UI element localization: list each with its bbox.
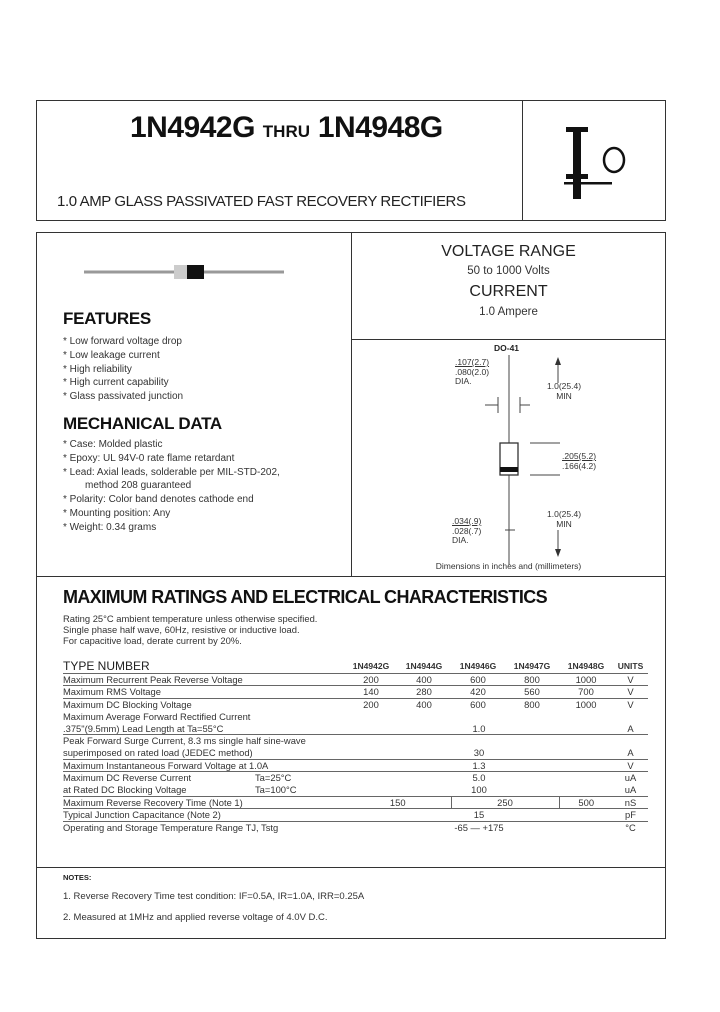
lead-length-dimension-1 xyxy=(547,382,581,401)
table-row xyxy=(63,759,648,772)
lead-dia-dimension xyxy=(455,358,489,387)
table-row xyxy=(63,822,648,834)
characteristics-table xyxy=(63,661,648,834)
cell-value: 1.3 xyxy=(472,759,486,771)
wire-dia-label: DIA. xyxy=(452,535,469,545)
feature-item: * Low leakage current xyxy=(63,349,160,361)
current-label: CURRENT xyxy=(469,283,548,300)
cell-value: 5.0 xyxy=(472,772,486,784)
cell-value: 400 xyxy=(416,699,432,711)
cell-value: 200 xyxy=(363,699,379,711)
param-label: Peak Forward Surge Current, 8.3 ms single half sine-wave xyxy=(63,735,306,747)
cell-unit: V xyxy=(627,686,634,698)
wire-dia-1: .034(.9) xyxy=(452,516,482,526)
features-list xyxy=(63,335,183,404)
subtitle: 1.0 AMP GLASS PASSIVATED FAST RECOVERY RECTIFIERS xyxy=(57,193,466,210)
notes-heading: NOTES: xyxy=(63,873,92,882)
ir-cond-2: Ta=100°C xyxy=(255,784,297,796)
param-label xyxy=(63,784,345,796)
param-label: Maximum RMS Voltage xyxy=(63,686,161,698)
feature-item: * Glass passivated junction xyxy=(63,391,184,403)
part-to: 1N4948G xyxy=(317,111,443,144)
cell-value: 420 xyxy=(470,686,486,698)
cell-value: 1.0 xyxy=(472,722,486,734)
mechanical-item: * Mounting position: Any xyxy=(63,507,171,519)
section-divider xyxy=(36,576,666,577)
voltage-range-value: 50 to 1000 Volts xyxy=(467,265,550,277)
lead-len-2-label: MIN xyxy=(556,518,572,529)
note-2: 2. Measured at 1MHz and applied reverse voltage of 4.0V D.C. xyxy=(63,912,328,923)
wire-dia-dimension xyxy=(452,517,481,546)
column-header: 1N4944G xyxy=(405,661,443,671)
diode-image xyxy=(84,262,284,282)
page-title xyxy=(130,111,443,145)
characteristics-intro xyxy=(63,613,317,646)
voltage-range-label: VOLTAGE RANGE xyxy=(441,243,576,260)
param-label: Maximum Instantaneous Forward Voltage at 1.0A xyxy=(63,759,269,771)
intro-line: Rating 25°C ambient temperature unless otherwise specified. xyxy=(63,613,318,624)
ir-cond-1: Ta=25°C xyxy=(255,772,292,784)
table-row xyxy=(63,784,648,796)
cell-value: 250 xyxy=(451,796,559,809)
cell-value: 100 xyxy=(471,784,487,796)
table-row xyxy=(63,686,648,699)
cell-unit: pF xyxy=(625,809,636,821)
mechanical-item: * Epoxy: UL 94V-0 rate flame retardant xyxy=(63,452,235,464)
lead-dia-2: .080(2.0) xyxy=(455,366,490,377)
lead-len-1: 1.0(25.4) xyxy=(547,381,582,391)
intro-line: For capacitive load, derate current by 20%. xyxy=(63,635,242,646)
table-row xyxy=(63,772,648,784)
cell-value: 500 xyxy=(578,796,595,808)
io-logo xyxy=(540,118,650,208)
lead-len-2: 1.0(25.4) xyxy=(547,509,582,519)
feature-item: * Low forward voltage drop xyxy=(63,336,182,347)
lead-dia-1: .107(2.7) xyxy=(455,357,490,367)
table-row xyxy=(63,747,648,759)
mechanical-item: * Case: Molded plastic xyxy=(63,439,163,450)
cell-value: 800 xyxy=(524,699,540,711)
body-len-1: .205(5.2) xyxy=(562,451,597,461)
feature-item: * High current capability xyxy=(63,377,169,389)
characteristics-heading: MAXIMUM RATINGS AND ELECTRICAL CHARACTERISTICS xyxy=(63,587,548,607)
cell-unit: A xyxy=(627,722,634,734)
package-name: DO-41 xyxy=(494,343,520,353)
column-header: 1N4942G xyxy=(352,661,390,671)
features-heading: FEATURES xyxy=(63,309,151,328)
cell-unit: V xyxy=(627,673,634,685)
column-header: UNITS xyxy=(617,661,644,671)
dimensions-note: Dimensions in inches and (millimeters) xyxy=(435,561,582,571)
param-label: Maximum Recurrent Peak Reverse Voltage xyxy=(63,673,243,685)
column-header: 1N4946G xyxy=(459,661,497,671)
current-value: 1.0 Ampere xyxy=(479,306,538,318)
cell-value: 600 xyxy=(470,699,486,711)
cell-unit: uA xyxy=(624,784,637,796)
param-cond: superimposed on rated load (JEDEC method) xyxy=(63,746,253,758)
thru-label: THRU xyxy=(262,122,310,141)
mechanical-item: * Weight: 0.34 grams xyxy=(63,521,157,533)
part-from: 1N4942G xyxy=(130,111,255,144)
mechanical-item: * Polarity: Color band denotes cathode end xyxy=(63,494,254,506)
cell-value: 1000 xyxy=(575,673,597,685)
lead-len-1-label: MIN xyxy=(556,390,572,401)
mechanical-list xyxy=(63,438,280,535)
note-1: 1. Reverse Recovery Time test condition: IF=0.5A, IR=1.0A, IRR=0.25A xyxy=(63,891,365,902)
param-label: Maximum DC Blocking Voltage xyxy=(63,699,192,711)
cell-unit: V xyxy=(627,699,634,711)
cell-unit: nS xyxy=(624,796,637,808)
cell-value: 800 xyxy=(524,673,540,685)
cell-value: 280 xyxy=(416,686,432,698)
cell-value: 200 xyxy=(363,673,379,685)
body-len-2: .166(4.2) xyxy=(562,461,597,471)
cell-value: 140 xyxy=(363,686,379,698)
cell-value: 15 xyxy=(473,809,485,821)
cell-value: 560 xyxy=(524,686,540,698)
cell-value: 700 xyxy=(578,686,594,698)
cell-value: 600 xyxy=(470,673,486,685)
cell-value: 150 xyxy=(345,796,451,809)
cell-value: 400 xyxy=(416,673,432,685)
intro-line: Single phase half wave, 60Hz, resistive or inductive load. xyxy=(63,624,300,635)
wire-dia-2: .028(.7) xyxy=(452,525,482,536)
mechanical-heading: MECHANICAL DATA xyxy=(63,414,222,433)
cell-unit: uA xyxy=(624,772,637,784)
cell-unit: A xyxy=(627,746,634,758)
body-length-dimension xyxy=(562,451,596,471)
table-row xyxy=(63,809,648,822)
cell-value: 30 xyxy=(473,746,485,758)
lead-dia-label: DIA. xyxy=(455,376,472,386)
param-label xyxy=(63,772,345,784)
param-cond: .375"(9.5mm) Lead Length at Ta=55°C xyxy=(63,722,224,734)
param-label: Typical Junction Capacitance (Note 2) xyxy=(63,809,221,821)
cell-value: 1000 xyxy=(575,699,597,711)
feature-item: * High reliability xyxy=(63,363,132,375)
mechanical-item: * Lead: Axial leads, solderable per MIL-STD-202, xyxy=(63,466,280,478)
ir-label-2: at Rated DC Blocking Voltage xyxy=(63,784,187,796)
table-row xyxy=(63,723,648,735)
lead-length-dimension-2 xyxy=(547,510,581,529)
column-header: 1N4948G xyxy=(567,661,605,671)
ir-label: Maximum DC Reverse Current xyxy=(63,772,192,784)
table-header-row xyxy=(63,661,648,673)
type-number-label: TYPE NUMBER xyxy=(63,659,150,673)
table-row xyxy=(63,673,648,686)
table-row xyxy=(63,711,648,723)
cell-unit: V xyxy=(627,759,634,771)
column-header: 1N4947G xyxy=(513,661,551,671)
mechanical-item: method 208 guaranteed xyxy=(85,480,192,492)
table-row xyxy=(63,796,648,809)
param-label: Maximum Reverse Recovery Time (Note 1) xyxy=(63,796,243,808)
param-label: Maximum Average Forward Rectified Current xyxy=(63,710,251,722)
table-row xyxy=(63,735,648,747)
table-row xyxy=(63,699,648,711)
ratings-divider xyxy=(351,339,666,340)
cell-value: -65 — +175 xyxy=(454,822,504,834)
cell-unit: °C xyxy=(625,822,636,834)
param-label: Operating and Storage Temperature Range TJ, Tstg xyxy=(63,822,279,834)
notes-divider xyxy=(36,867,666,868)
